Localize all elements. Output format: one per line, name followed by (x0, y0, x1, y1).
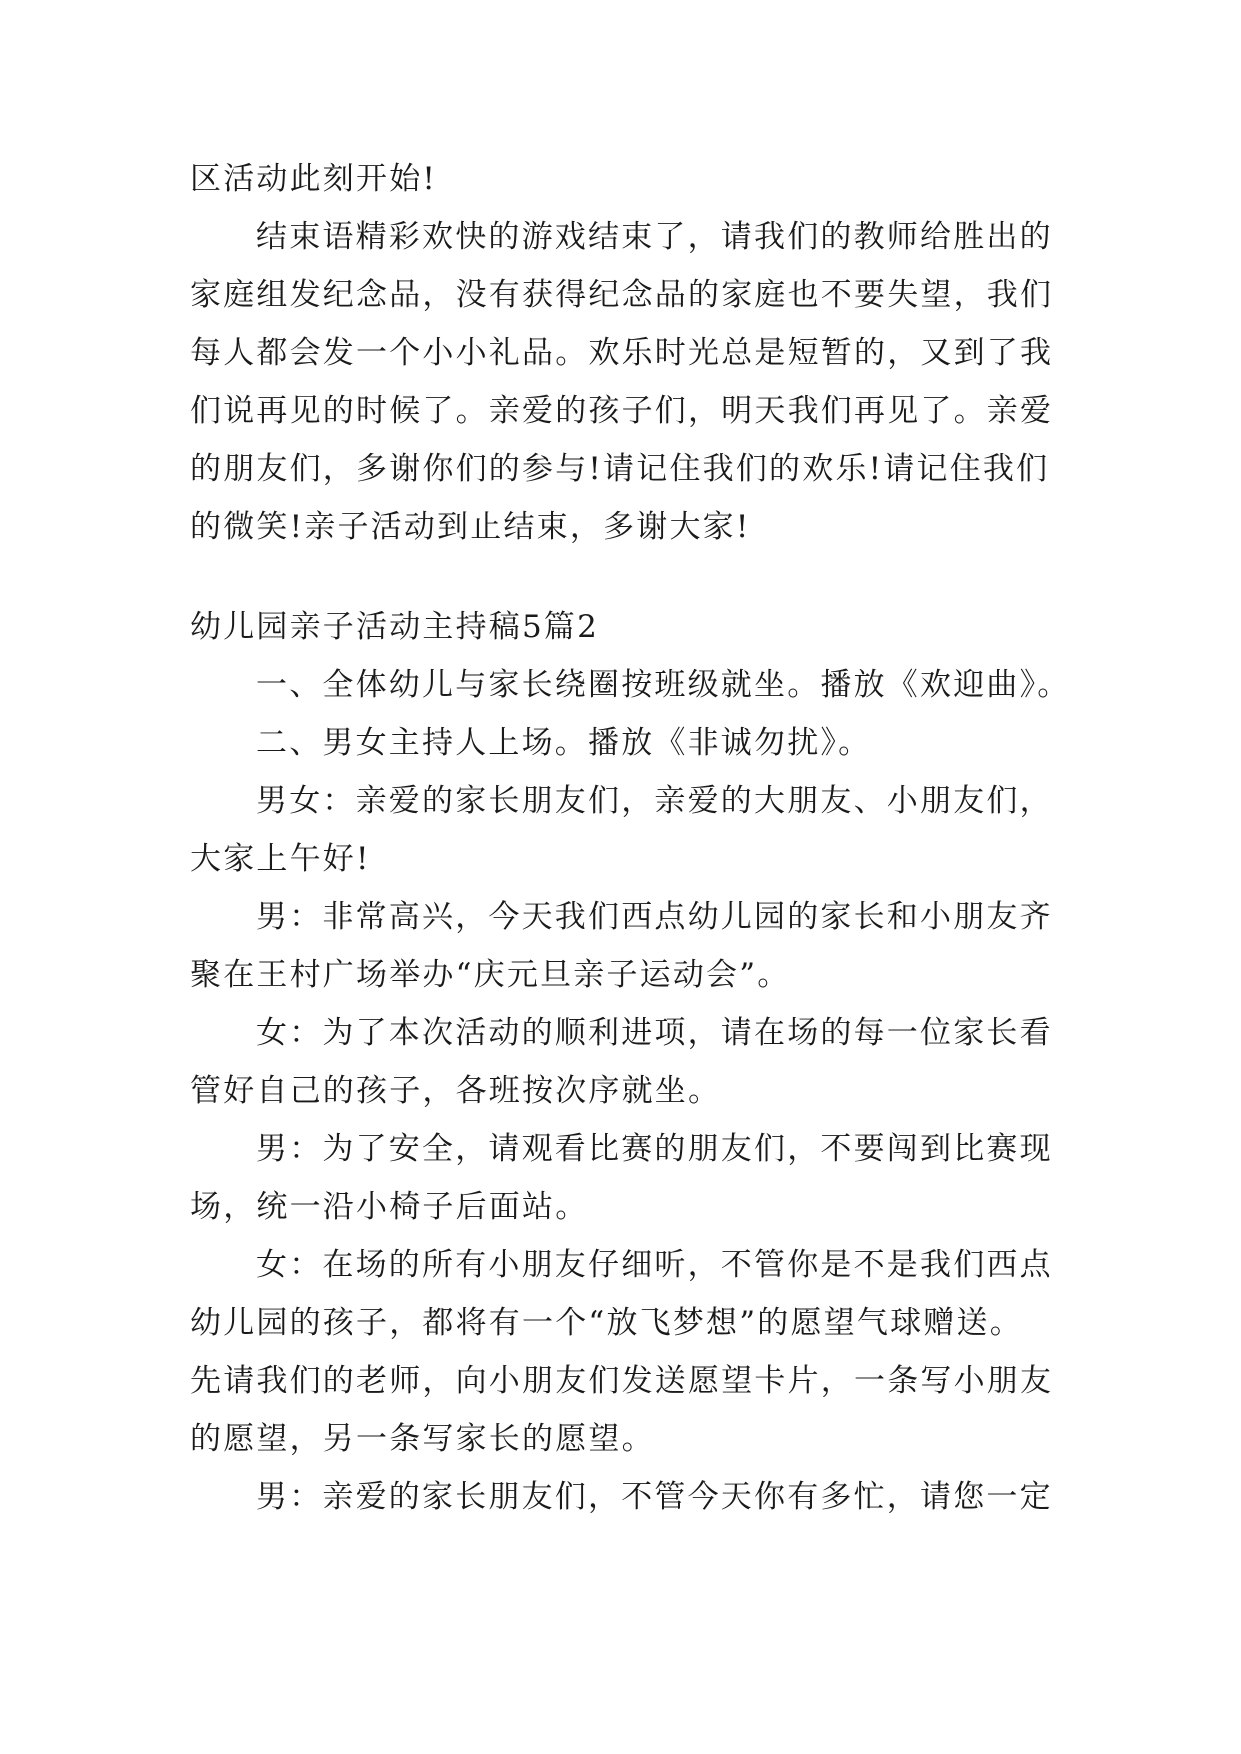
paragraph-line: 的愿望，另一条写家长的愿望。 (190, 1421, 655, 1457)
paragraph-line: 们说再见的时候了。亲爱的孩子们，明天我们再见了。亲爱 (190, 393, 1054, 429)
paragraph-line: 大家上午好! (190, 841, 371, 877)
section-closing-remarks (190, 150, 1070, 556)
section-host-script-2 (190, 598, 1070, 1526)
paragraph-line: 男：亲爱的家长朋友们，不管今天你有多忙，请您一定 (256, 1479, 1053, 1515)
paragraph-line: 聚在王村广场举办“庆元旦亲子运动会”。 (190, 957, 791, 993)
paragraph-line: 的朋友们，多谢你们的参与!请记住我们的欢乐!请记住我们 (190, 451, 1050, 487)
paragraph-line: 男：非常高兴，今天我们西点幼儿园的家长和小朋友齐 (256, 899, 1053, 935)
paragraph-line: 家庭组发纪念品，没有获得纪念品的家庭也不要失望，我们 (190, 277, 1054, 313)
paragraph-line: 二、男女主持人上场。播放《非诚勿扰》。 (256, 725, 872, 761)
paragraph-line: 的微笑!亲子活动到止结束，多谢大家! (190, 509, 751, 545)
paragraph-line: 场，统一沿小椅子后面站。 (190, 1189, 589, 1225)
paragraph-line: 男：为了安全，请观看比赛的朋友们，不要闯到比赛现 (256, 1131, 1053, 1167)
paragraph-line: 女：为了本次活动的顺利进项，请在场的每一位家长看 (256, 1015, 1053, 1051)
document-page (190, 150, 1070, 1526)
paragraph-line: 区活动此刻开始! (190, 161, 438, 197)
section-title: 幼儿园亲子活动主持稿5篇2 (190, 609, 600, 645)
paragraph-line: 管好自己的孩子，各班按次序就坐。 (190, 1073, 722, 1109)
paragraph-line: 结束语精彩欢快的游戏结束了，请我们的教师给胜出的 (256, 219, 1053, 255)
paragraph-line: 每人都会发一个小小礼品。欢乐时光总是短暂的，又到了我 (190, 335, 1054, 371)
paragraph-line: 幼儿园的孩子，都将有一个“放飞梦想”的愿望气球赠送。 (190, 1305, 1023, 1341)
paragraph-line: 先请我们的老师，向小朋友们发送愿望卡片，一条写小朋友 (190, 1363, 1054, 1399)
paragraph-line: 男女：亲爱的家长朋友们，亲爱的大朋友、小朋友们， (256, 783, 1053, 819)
paragraph-line: 一、全体幼儿与家长绕圈按班级就坐。播放《欢迎曲》。 (256, 667, 1071, 703)
paragraph-line: 女：在场的所有小朋友仔细听，不管你是不是我们西点 (256, 1247, 1053, 1283)
